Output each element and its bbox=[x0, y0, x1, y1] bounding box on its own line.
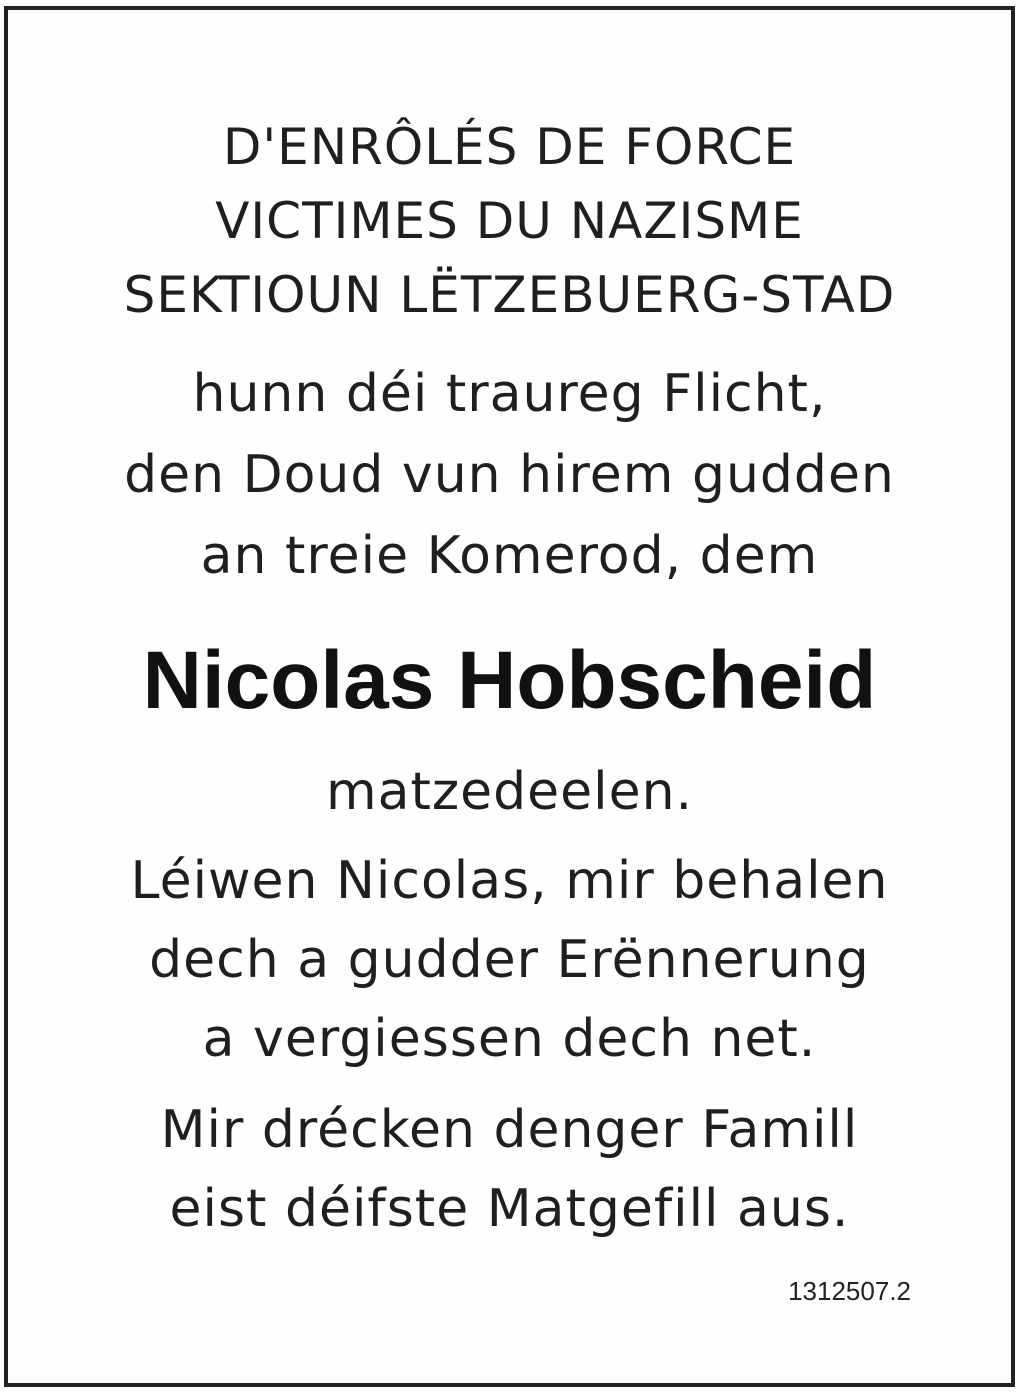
condolence-line-1: Mir drécken denger Famill bbox=[160, 1100, 859, 1160]
announcement-line-2: den Doud vun hirem gudden bbox=[124, 445, 895, 505]
tribute-line-3: a vergiessen dech net. bbox=[202, 1009, 817, 1069]
announcement-line-3: an treie Komerod, dem bbox=[200, 526, 819, 586]
after-name-line: matzedeelen. bbox=[325, 762, 694, 822]
announcement-line-1: hunn déi traureg Flicht, bbox=[192, 364, 827, 424]
condolence-line-2: eist déifste Matgefill aus. bbox=[169, 1179, 850, 1239]
tribute-line-2: dech a gudder Erënnerung bbox=[149, 930, 870, 990]
organization-line-2: VICTIMES DU NAZISME bbox=[215, 192, 804, 250]
reference-number: 1312507.2 bbox=[788, 1276, 911, 1306]
organization-line-3: SEKTIOUN LËTZEBUERG-STAD bbox=[123, 266, 896, 324]
organization-line-1: D'ENRÔLÉS DE FORCE bbox=[222, 118, 797, 176]
deceased-name: Nicolas Hobscheid bbox=[142, 635, 877, 726]
tribute-line-1: Léiwen Nicolas, mir behalen bbox=[130, 851, 889, 911]
obituary-notice bbox=[4, 6, 1015, 1387]
